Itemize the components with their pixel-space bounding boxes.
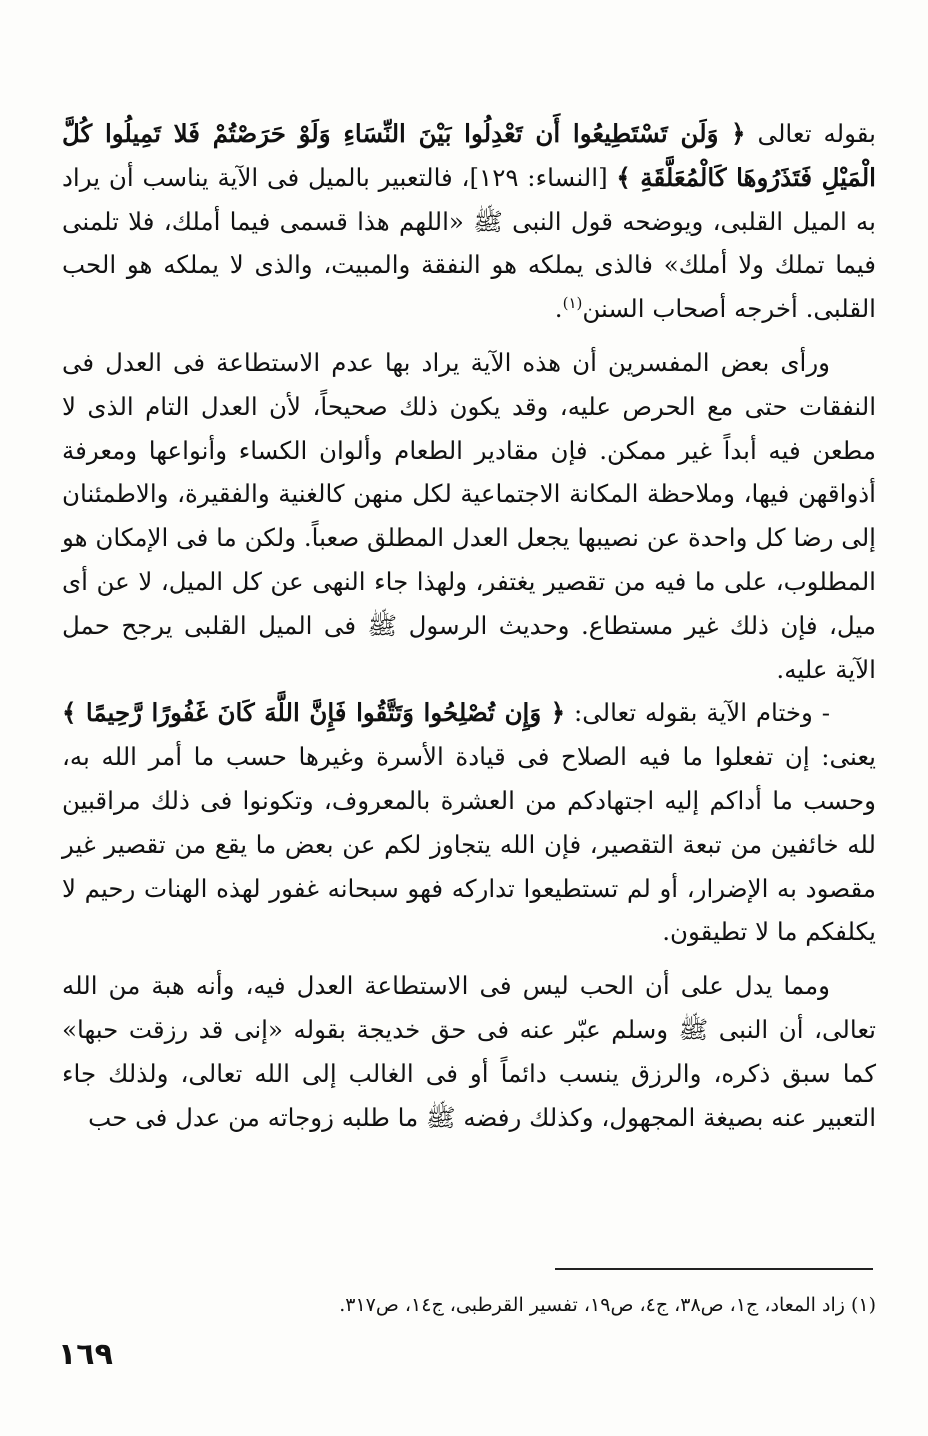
quran-verse: ﴿ وَلَن تَسْتَطِيعُوا أَن تَعْدِلُوا بَيْنَ النِّسَاءِ وَلَوْ حَرَصْتُمْ فَلا تَمِيلُوا كُلَّ الْمَيْلِ فَتَذَرُوهَا كَالْمُعَلَّقَةِ ﴾: [62, 119, 876, 192]
main-text: [62, 112, 876, 1139]
paragraph-3: [62, 691, 876, 954]
quran-verse: ﴿ وَإِن تُصْلِحُوا وَتَتَّقُوا فَإِنَّ اللَّهَ كَانَ غَفُورًا رَّحِيمًا ﴾: [62, 698, 566, 728]
text-segment: ومما يدل على أن الحب ليس فى الاستطاعة العدل فيه، وأنه هبة من الله تعالى، أن النبى ﷺ وسلم عبّر عنه فى حق خديجة بقوله «إنى قد رزقت حبها» كما سبق ذكره، والرزق ينسب دائماً أو فى الغالب إلى الله تعالى، ولذلك جاء التعبير عنه بصيغة المجهول، وكذلك رفضه ﷺ ما طلبه زوجاته من عدل فى حب: [62, 971, 876, 1132]
footnote-marker: (١): [562, 294, 583, 313]
footnote: (١) زاد المعاد، ج١، ص٣٨، ج٤، ص١٩، تفسير القرطبى، ج١٤، ص٣١٧.: [339, 1294, 876, 1316]
paragraph-2: [62, 341, 876, 691]
text-segment: [النساء: ١٢٩]، فالتعبير بالميل فى الآية يناسب أن يراد به الميل القلبى، ويوضحه قول النبى ﷺ «اللهم هذا قسمى فيما أملك، فلا تلمنى فيما تملك ولا أملك» فالذى يملكه هو النفقة والمبيت، والذى لا يملكه هو الحب القلبى. أخرجه أصحاب السنن: [62, 162, 876, 324]
text-segment: .: [554, 294, 563, 324]
text-segment: ورأى بعض المفسرين أن هذه الآية يراد بها عدم الاستطاعة فى العدل فى النفقات حتى مع الحرص عليه، وقد يكون ذلك صحيحاً، لأن العدل التام الذى لا مطعن فيه أبداً غير ممكن. فإن مقادير الطعام وألوان الكساء وأنواعها ومعرفة أذواقهن فيها، وملاحظة المكانة الاجتماعية لكل منهن كالغنية والفقيرة، والاطمئنان إلى رضا كل واحدة عن نصيبها يجعل العدل المطلق صعباً. ولكن ما فى الإمكان هو المطلوب، على ما فيه من تقصير يغتفر، ولهذا جاء النهى عن كل الميل، لا عن أى ميل، فإن ذلك غير مستطاع. وحديث الرسول ﷺ فى الميل القلبى يرجح حمل الآية عليه.: [62, 347, 876, 684]
text-segment: بقوله تعالى: [745, 119, 876, 148]
paragraph-1: [62, 112, 876, 331]
page-number: ١٦٩: [58, 1337, 113, 1372]
text-segment: - وختام الآية بقوله تعالى:: [565, 698, 830, 728]
text-segment: يعنى: إن تفعلوا ما فيه الصلاح فى قيادة الأسرة وغيرها حسب ما أمر الله به، وحسب ما أداكم إليه اجتهادكم من العشرة بالمعروف، وتكونوا فى ذلك مراقبين لله خائفين من تبعة التقصير، فإن الله يتجاوز لكم عن بعض ما يقع من تقصير غير مقصود به الإضرار، أو لم تستطيعوا تداركه فهو سبحانه غفور لهذه الهنات رحيم لا يكلفكم ما لا تطيقون.: [62, 742, 876, 947]
paragraph-4: [62, 964, 876, 1139]
footnote-divider: [555, 1268, 873, 1270]
